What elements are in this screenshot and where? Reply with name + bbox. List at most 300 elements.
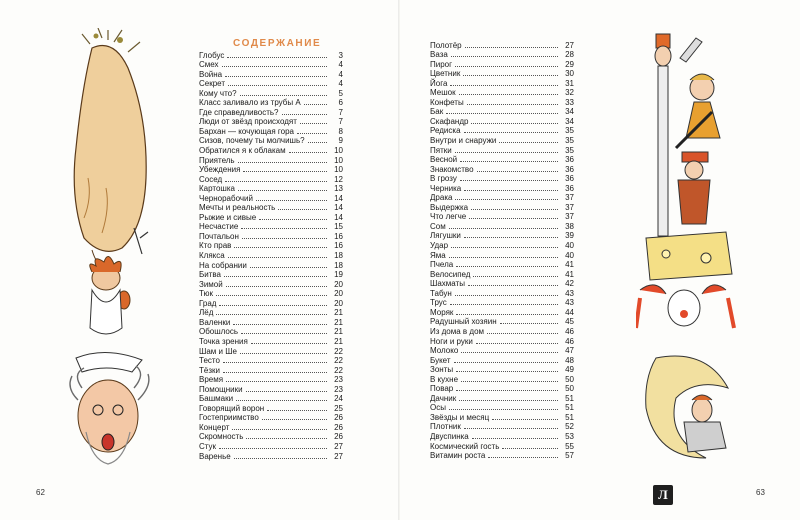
- toc-entry: [199, 413, 343, 423]
- toc-entry-title: Пчела: [430, 260, 454, 270]
- toc-leader-dots: [499, 142, 558, 143]
- toc-entry-title: Несчастие: [199, 222, 239, 232]
- toc-entry-title: Плотник: [430, 422, 461, 432]
- toc-leader-dots: [300, 123, 327, 124]
- toc-entry-page: 16: [334, 231, 343, 241]
- toc-entry-page: 9: [338, 136, 343, 146]
- toc-entry: [430, 346, 574, 356]
- toc-entry-title: Зимой: [199, 279, 223, 289]
- toc-leader-dots: [461, 381, 558, 382]
- toc-entry-title: Гостеприимство: [199, 413, 259, 423]
- toc-leader-dots: [238, 162, 327, 163]
- toc-entry-title: Драка: [430, 193, 453, 203]
- toc-entry-page: 27: [334, 451, 343, 461]
- toc-entry-title: Двуспинка: [430, 431, 469, 441]
- toc-entry-title: Обошлось: [199, 327, 239, 337]
- toc-leader-dots: [460, 161, 558, 162]
- toc-entry-title: Моряк: [430, 307, 454, 317]
- toc-entry-title: В кухне: [430, 374, 459, 384]
- toc-leader-dots: [477, 171, 558, 172]
- toc-entry: [430, 193, 574, 203]
- toc-entry-title: Трус: [430, 298, 447, 308]
- toc-leader-dots: [240, 95, 327, 96]
- toc-entry-title: Концерт: [199, 422, 230, 432]
- toc-entry-page: 47: [565, 346, 574, 356]
- toc-leader-dots: [450, 304, 558, 305]
- toc-entry: [430, 59, 574, 69]
- toc-entry: [430, 231, 574, 241]
- toc-entry-title: Зонты: [430, 365, 454, 375]
- toc-entry: [430, 441, 574, 451]
- toc-leader-dots: [224, 276, 327, 277]
- toc-entry-title: Битва: [199, 270, 221, 280]
- toc-entry-page: 30: [565, 69, 574, 79]
- toc-entry-page: 4: [338, 79, 343, 89]
- toc-leader-dots: [449, 228, 558, 229]
- toc-entry-page: 49: [565, 365, 574, 375]
- toc-entry-title: Редиска: [430, 126, 461, 136]
- toc-leader-dots: [500, 323, 558, 324]
- toc-entry: [430, 145, 574, 155]
- toc-entry: [199, 260, 343, 270]
- toc-entry: [199, 270, 343, 280]
- toc-leader-dots: [223, 372, 327, 373]
- toc-entry-page: 41: [565, 260, 574, 270]
- toc-leader-dots: [455, 199, 558, 200]
- toc-entry: [430, 50, 574, 60]
- toc-leader-dots: [460, 180, 558, 181]
- toc-leader-dots: [463, 75, 558, 76]
- toc-leader-dots: [464, 132, 558, 133]
- toc-entry: [430, 40, 574, 50]
- toc-leader-dots: [262, 419, 327, 420]
- toc-entry: [199, 384, 343, 394]
- toc-leader-dots: [304, 104, 327, 105]
- toc-entry-title: Пирог: [430, 59, 453, 69]
- toc-entry-title: Тюк: [199, 289, 214, 299]
- right-page-number: 63: [756, 488, 765, 497]
- toc-leader-dots: [216, 295, 327, 296]
- toc-entry-title: Приятель: [199, 155, 235, 165]
- toc-entry-page: 46: [565, 326, 574, 336]
- toc-entry: [199, 174, 343, 184]
- toc-leader-dots: [456, 314, 558, 315]
- toc-entry-page: 7: [338, 117, 343, 127]
- toc-leader-dots: [488, 457, 558, 458]
- toc-leader-dots: [454, 362, 558, 363]
- toc-entry-title: Валенки: [199, 317, 231, 327]
- toc-entry: [199, 250, 343, 260]
- toc-leader-dots: [464, 237, 558, 238]
- toc-entry: [199, 203, 343, 213]
- toc-entry-title: Ноги и руки: [430, 336, 473, 346]
- toc-entry-title: Дачник: [430, 393, 457, 403]
- toc-entry: [199, 356, 343, 366]
- toc-leader-dots: [476, 343, 558, 344]
- toc-entry: [430, 384, 574, 394]
- toc-leader-dots: [289, 152, 327, 153]
- toc-entry-title: Букет: [430, 355, 451, 365]
- toc-entry: [430, 107, 574, 117]
- toc-leader-dots: [465, 47, 558, 48]
- toc-entry: [199, 422, 343, 432]
- toc-leader-dots: [219, 448, 327, 449]
- toc-entry-page: 22: [334, 356, 343, 366]
- toc-leader-dots: [251, 343, 327, 344]
- toc-entry-page: 50: [565, 384, 574, 394]
- toc-entry-title: Цветник: [430, 69, 461, 79]
- toc-entry-page: 10: [334, 146, 343, 156]
- toc-entry-page: 39: [565, 231, 574, 241]
- toc-entry-title: Война: [199, 69, 223, 79]
- toc-entry-title: Пятки: [430, 145, 452, 155]
- toc-entry-page: 14: [334, 212, 343, 222]
- toc-entry-title: Конфеты: [430, 97, 464, 107]
- toc-entry-page: 51: [565, 393, 574, 403]
- toc-entry-page: 21: [334, 327, 343, 337]
- toc-leader-dots: [243, 171, 327, 172]
- toc-entry-page: 23: [334, 384, 343, 394]
- toc-entry: [199, 289, 343, 299]
- toc-entry-page: 40: [565, 250, 574, 260]
- toc-entry-page: 51: [565, 403, 574, 413]
- toc-entry: [199, 165, 343, 175]
- toc-leader-dots: [502, 448, 558, 449]
- toc-entry-title: Помощники: [199, 384, 243, 394]
- toc-entry-page: 36: [565, 183, 574, 193]
- toc-entry-page: 51: [565, 412, 574, 422]
- toc-entry-page: 25: [334, 403, 343, 413]
- toc-leader-dots: [278, 209, 327, 210]
- toc-entry-title: Говорящий ворон: [199, 403, 265, 413]
- toc-entry-page: 26: [334, 422, 343, 432]
- toc-entry-title: Из дома в дом: [430, 326, 485, 336]
- toc-leader-dots: [487, 333, 558, 334]
- toc-entry-title: Яма: [430, 250, 446, 260]
- toc-entry: [199, 145, 343, 155]
- toc-entry-page: 29: [565, 59, 574, 69]
- toc-entry: [199, 155, 343, 165]
- toc-entry-title: Стук: [199, 441, 217, 451]
- toc-leader-dots: [451, 56, 558, 57]
- toc-leader-dots: [226, 286, 327, 287]
- toc-entry-page: 35: [565, 145, 574, 155]
- toc-entry-page: 42: [565, 279, 574, 289]
- toc-entry-page: 38: [565, 221, 574, 231]
- right-illustration: [636, 28, 746, 468]
- toc-entry-title: Черника: [430, 183, 462, 193]
- toc-leader-dots: [449, 409, 558, 410]
- toc-entry-page: 40: [565, 241, 574, 251]
- toc-entry-title: Картошка: [199, 184, 235, 194]
- toc-leader-dots: [246, 391, 327, 392]
- toc-entry-page: 55: [565, 441, 574, 451]
- toc-entry-title: Башмаки: [199, 394, 234, 404]
- toc-leader-dots: [464, 190, 558, 191]
- toc-entry-title: Внутри и снаружи: [430, 136, 497, 146]
- toc-entry-title: Лёд: [199, 308, 214, 318]
- toc-entry-page: 22: [334, 365, 343, 375]
- toc-entry: [199, 279, 343, 289]
- toc-leader-dots: [456, 390, 558, 391]
- toc-leader-dots: [282, 114, 328, 115]
- toc-leader-dots: [450, 85, 558, 86]
- toc-entry-title: Знакомство: [430, 164, 474, 174]
- toc-entry: [199, 346, 343, 356]
- toc-entry: [430, 164, 574, 174]
- toc-entry: [430, 393, 574, 403]
- toc-entry: [199, 98, 343, 108]
- toc-entry-page: 27: [334, 441, 343, 451]
- toc-entry-page: 15: [334, 222, 343, 232]
- toc-entry: [430, 288, 574, 298]
- toc-entry-title: Табун: [430, 288, 452, 298]
- toc-entry-title: Кому что?: [199, 88, 237, 98]
- toc-entry-page: 14: [334, 203, 343, 213]
- toc-entry: [430, 451, 574, 461]
- toc-leader-dots: [225, 181, 327, 182]
- toc-entry-page: 26: [334, 413, 343, 423]
- toc-leader-dots: [459, 400, 558, 401]
- toc-entry-page: 20: [334, 298, 343, 308]
- toc-entry-title: Сом: [430, 221, 446, 231]
- toc-leader-dots: [469, 218, 558, 219]
- toc-entry: [430, 365, 574, 375]
- toc-entry: [199, 107, 343, 117]
- toc-entry: [430, 326, 574, 336]
- toc-entry-title: Ваза: [430, 50, 448, 60]
- toc-leader-dots: [267, 410, 327, 411]
- toc-entry: [430, 155, 574, 165]
- toc-entry: [199, 432, 343, 442]
- toc-leader-dots: [455, 66, 558, 67]
- toc-entry: [199, 126, 343, 136]
- toc-leader-dots: [233, 324, 327, 325]
- toc-leader-dots: [471, 123, 558, 124]
- toc-leader-dots: [259, 219, 327, 220]
- left-illustration: [62, 28, 162, 468]
- toc-leader-dots: [472, 438, 558, 439]
- publisher-logo: Л: [653, 485, 673, 505]
- toc-entry: [199, 327, 343, 337]
- toc-leader-dots: [250, 267, 327, 268]
- toc-entry-title: На собрании: [199, 260, 247, 270]
- toc-entry-page: 14: [334, 193, 343, 203]
- toc-entry-page: 27: [565, 40, 574, 50]
- toc-entry-title: Полотёр: [430, 40, 462, 50]
- toc-entry: [430, 422, 574, 432]
- toc-entry: [199, 88, 343, 98]
- toc-entry-page: 28: [565, 50, 574, 60]
- toc-entry: [430, 135, 574, 145]
- toc-leader-dots: [471, 209, 558, 210]
- toc-entry-title: Витамин роста: [430, 451, 486, 461]
- toc-entry-page: 20: [334, 289, 343, 299]
- toc-leader-dots: [473, 276, 558, 277]
- toc-entry-page: 24: [334, 394, 343, 404]
- toc-leader-dots: [456, 371, 558, 372]
- toc-entry-title: Йога: [430, 78, 448, 88]
- toc-entry-page: 5: [338, 88, 343, 98]
- toc-entry-title: Повар: [430, 384, 454, 394]
- toc-entry-page: 37: [565, 212, 574, 222]
- toc-entry-title: Обратился я к облакам: [199, 146, 286, 156]
- toc-entry-title: Лягушки: [430, 231, 461, 241]
- toc-entry-title: Сосед: [199, 174, 223, 184]
- toc-entry-page: 43: [565, 288, 574, 298]
- toc-entry: [199, 222, 343, 232]
- toc-heading: СОДЕРЖАНИЕ: [233, 38, 322, 49]
- toc-entry-title: Варенье: [199, 451, 231, 461]
- toc-entry-page: 21: [334, 336, 343, 346]
- toc-entry-page: 36: [565, 164, 574, 174]
- toc-entry-page: 34: [565, 107, 574, 117]
- toc-entry-page: 19: [334, 270, 343, 280]
- toc-leader-dots: [461, 352, 558, 353]
- toc-leader-dots: [464, 428, 558, 429]
- toc-entry-title: Люди от звёзд происходят: [199, 117, 297, 127]
- toc-entry-page: 34: [565, 116, 574, 126]
- toc-entry: [199, 308, 343, 318]
- toc-entry: [199, 298, 343, 308]
- toc-entry: [430, 317, 574, 327]
- toc-entry-page: 10: [334, 155, 343, 165]
- toc-entry-page: 44: [565, 307, 574, 317]
- toc-leader-dots: [297, 133, 327, 134]
- toc-entry-page: 3: [338, 50, 343, 60]
- toc-entry: [430, 250, 574, 260]
- toc-entry: [430, 221, 574, 231]
- toc-entry: [430, 126, 574, 136]
- toc-entry-page: 23: [334, 375, 343, 385]
- toc-entry-page: 18: [334, 251, 343, 261]
- toc-entry-page: 21: [334, 308, 343, 318]
- left-page-number: 62: [36, 488, 45, 497]
- toc-entry-title: Чернорабочий: [199, 193, 253, 203]
- toc-entry-page: 36: [565, 155, 574, 165]
- toc-entry-title: Смех: [199, 60, 219, 70]
- toc-entry-page: 16: [334, 241, 343, 251]
- toc-entry-page: 18: [334, 260, 343, 270]
- toc-entry: [430, 403, 574, 413]
- toc-entry-title: Мешок: [430, 88, 456, 98]
- toc-entry: [430, 260, 574, 270]
- toc-entry: [199, 241, 343, 251]
- toc-leader-dots: [256, 200, 327, 201]
- toc-entry-page: 37: [565, 202, 574, 212]
- toc-entry: [430, 183, 574, 193]
- toc-entry-title: Весной: [430, 155, 458, 165]
- toc-entry-title: Космический гость: [430, 441, 500, 451]
- toc-entry-title: Убеждения: [199, 165, 241, 175]
- toc-entry: [430, 374, 574, 384]
- toc-entry: [199, 336, 343, 346]
- toc-entry-title: Что легче: [430, 212, 467, 222]
- toc-entry: [430, 412, 574, 422]
- toc-entry-page: 46: [565, 336, 574, 346]
- toc-leader-dots: [216, 314, 327, 315]
- toc-leader-dots: [246, 438, 327, 439]
- toc-leader-dots: [227, 57, 327, 58]
- toc-entry: [199, 451, 343, 461]
- toc-entry-title: Почтальон: [199, 231, 239, 241]
- toc-entry-title: Молоко: [430, 346, 459, 356]
- toc-entry-page: 50: [565, 374, 574, 384]
- toc-entry-page: 21: [334, 317, 343, 327]
- toc-entry: [430, 97, 574, 107]
- toc-entry: [430, 69, 574, 79]
- toc-entry: [430, 116, 574, 126]
- toc-leader-dots: [232, 429, 327, 430]
- toc-entry-title: Сизов, почему ты молчишь?: [199, 136, 305, 146]
- toc-entry: [430, 88, 574, 98]
- toc-entry-title: Выдержка: [430, 202, 469, 212]
- toc-entry: [199, 50, 343, 60]
- toc-entry-title: Рыжие и сивые: [199, 212, 257, 222]
- toc-entry-page: 36: [565, 174, 574, 184]
- toc-entry-title: Удар: [430, 241, 449, 251]
- toc-leader-dots: [242, 238, 327, 239]
- toc-leader-dots: [308, 142, 327, 143]
- toc-entry: [430, 212, 574, 222]
- toc-entry: [199, 403, 343, 413]
- toc-leader-dots: [222, 66, 327, 67]
- toc-entry: [430, 298, 574, 308]
- toc-entry: [199, 365, 343, 375]
- toc-entry: [430, 78, 574, 88]
- toc-leader-dots: [456, 266, 558, 267]
- toc-entry-page: 48: [565, 355, 574, 365]
- toc-entry-title: Глобус: [199, 50, 225, 60]
- toc-entry-title: Время: [199, 375, 224, 385]
- toc-entry-page: 45: [565, 317, 574, 327]
- toc-entry-page: 43: [565, 298, 574, 308]
- toc-entry-title: Тесто: [199, 356, 220, 366]
- toc-entry-page: 4: [338, 69, 343, 79]
- toc-entry-page: 13: [334, 184, 343, 194]
- toc-entry: [430, 202, 574, 212]
- toc-leader-dots: [241, 228, 327, 229]
- toc-entry-page: 35: [565, 126, 574, 136]
- toc-entry-page: 57: [565, 451, 574, 461]
- toc-entry-title: Тёзки: [199, 365, 220, 375]
- toc-entry: [199, 375, 343, 385]
- toc-entry-title: Град: [199, 298, 217, 308]
- toc-leader-dots: [225, 76, 327, 77]
- toc-entry-title: Кто прав: [199, 241, 232, 251]
- toc-entry: [199, 317, 343, 327]
- toc-entry: [199, 117, 343, 127]
- toc-entry-title: Велосипед: [430, 269, 471, 279]
- toc-entry-page: 7: [338, 107, 343, 117]
- toc-leader-dots: [240, 353, 327, 354]
- toc-entry: [199, 60, 343, 70]
- toc-entry: [199, 193, 343, 203]
- toc-leader-dots: [451, 247, 558, 248]
- toc-entry-page: 26: [334, 432, 343, 442]
- toc-entry-title: Бак: [430, 107, 444, 117]
- toc-entry: [430, 336, 574, 346]
- toc-entry-title: Скромность: [199, 432, 244, 442]
- toc-entry-page: 35: [565, 136, 574, 146]
- toc-leader-dots: [492, 419, 558, 420]
- toc-entry: [430, 269, 574, 279]
- toc-entry-page: 6: [338, 98, 343, 108]
- toc-entry-title: Скафандр: [430, 116, 469, 126]
- toc-entry: [199, 136, 343, 146]
- toc-entry-page: 37: [565, 193, 574, 203]
- toc-leader-dots: [449, 257, 558, 258]
